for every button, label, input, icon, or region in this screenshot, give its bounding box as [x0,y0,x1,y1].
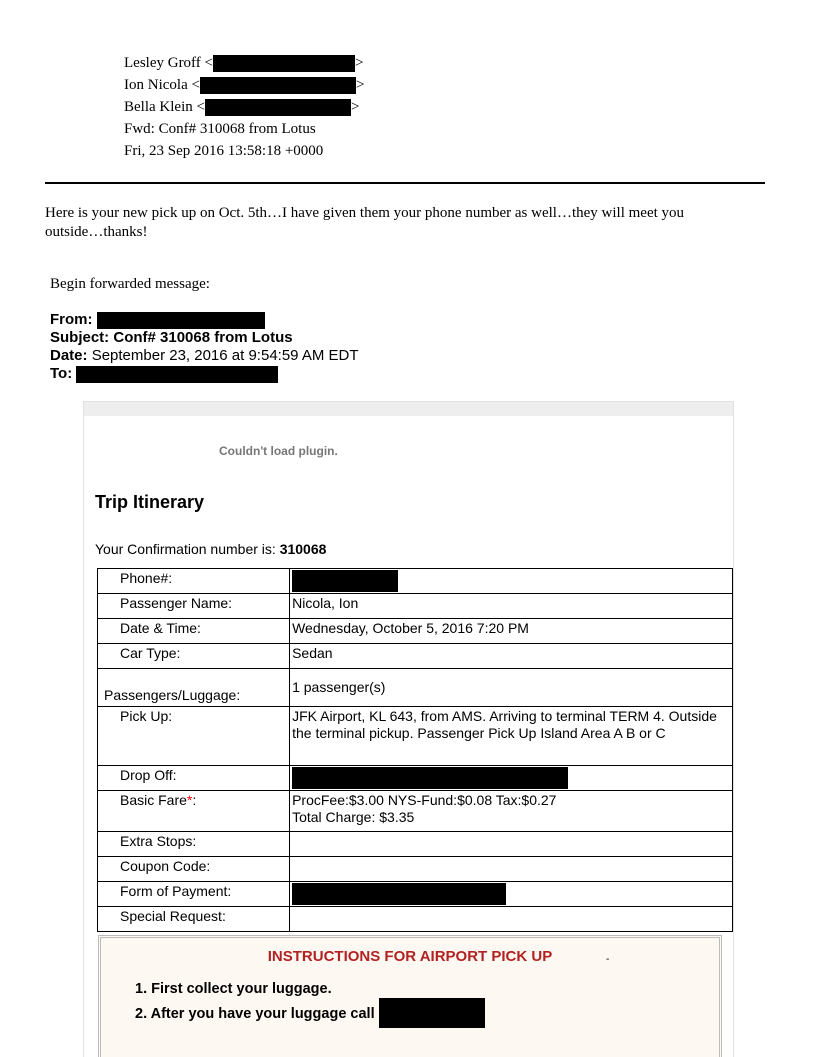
fare-label-colon: : [192,792,197,808]
cc-name: Bella Klein < [124,99,205,115]
redacted-fwd-from [97,312,265,329]
dropoff-value [290,766,733,791]
passenger-label: Passenger Name: [98,594,290,619]
itinerary-frame [83,401,734,1057]
table-row [98,644,733,669]
table-row [98,594,733,619]
to-bracket: > [355,77,365,93]
fwd-subject-value: Conf# 310068 from Lotus [113,329,293,346]
date-value: Fri, 23 Sep 2016 13:58:18 +0000 [124,143,324,159]
fwd-from-label: From: [50,311,93,328]
instruction-step-1: 1. First collect your luggage. [135,981,332,997]
fwd-date-label: Date: [50,347,88,364]
required-star: * [186,792,193,808]
airport-instructions-box [98,935,722,1057]
fwd-to-label: To: [50,365,73,382]
table-row [98,857,733,882]
from-bracket: > [355,55,364,71]
header-divider [45,182,765,184]
special-value [290,907,733,932]
coupon-label: Coupon Code: [98,857,290,882]
table-row [98,907,733,932]
payment-value [290,882,733,907]
frame-top-bar [84,402,733,416]
pickup-value: JFK Airport, KL 643, from AMS. Arriving to terminal TERM 4. Outside the terminal pickup. Passenger Pick Up Island Area A B or C [290,707,733,766]
table-row [98,707,733,766]
fare-breakdown: ProcFee:$3.00 NYS-Fund:$0.08 Tax:$0.27 [292,792,557,808]
table-row [98,832,733,857]
dropoff-label: Drop Off: [98,766,290,791]
fare-value [290,791,733,832]
table-row [98,882,733,907]
message-body: Here is your new pick up on Oct. 5th…I have given them your phone number as well…they will meet you outside…thanks! [45,205,685,240]
table-row [98,791,733,832]
table-row [98,619,733,644]
datetime-label: Date & Time: [98,619,290,644]
confirmation-number: 310068 [279,541,327,557]
instruction-step-2: 2. After you have your luggage call [135,998,485,1028]
fwd-date-row [50,347,359,365]
pickup-label: Pick Up: [98,707,290,766]
confirmation-line [95,541,326,557]
cartype-value: Sedan [290,644,733,669]
forward-notice: Begin forwarded message: [50,276,210,292]
fwd-to-row [50,365,359,383]
fwd-subject-label: Subject: [50,329,110,346]
extra-label: Extra Stops: [98,832,290,857]
special-label: Special Request: [98,907,290,932]
from-name: Lesley Groff < [124,55,213,71]
table-row [98,766,733,791]
payment-label: Form of Payment: [98,882,290,907]
fare-label-text: Basic Fare [120,792,187,808]
instructions-list [135,980,485,1028]
fwd-subject-row [50,329,359,347]
fare-label [98,791,290,832]
table-row [98,569,733,594]
table-row [98,669,733,707]
phone-value [290,569,733,594]
passenger-value: Nicola, Ion [290,594,733,619]
pax-label: Passengers/Luggage: [98,669,290,707]
itinerary-table [97,568,733,932]
extra-value [290,832,733,857]
step-1-text: First collect your luggage. [151,981,332,997]
step-2-text: After you have your luggage call [150,1006,375,1022]
itinerary-title: Trip Itinerary [95,492,205,512]
datetime-value: Wednesday, October 5, 2016 7:20 PM [290,619,733,644]
cartype-label: Car Type: [98,644,290,669]
confirmation-text: Your Confirmation number is: [95,541,280,557]
redacted-cc-email [205,99,351,116]
subject-value: Fwd: Conf# 310068 from Lotus [124,121,316,137]
plugin-error: Couldn't load plugin. [219,444,338,458]
redacted-from-email [213,55,355,72]
forwarded-header [50,311,359,383]
cc-bracket: > [350,99,360,115]
to-name: Ion Nicola < [124,77,200,93]
redacted-call-number [379,998,485,1028]
instructions-mark: - [606,954,610,965]
pax-value: 1 passenger(s) [290,669,733,707]
instructions-title: INSTRUCTIONS FOR AIRPORT PICK UP [267,948,553,965]
phone-label: Phone#: [98,569,290,594]
redacted-to-email [200,77,356,94]
redacted-phone [292,570,398,592]
coupon-value [290,857,733,882]
fwd-date-value: September 23, 2016 at 9:54:59 AM EDT [91,347,359,364]
fare-total: Total Charge: $3.35 [292,809,415,825]
redacted-fwd-to [76,366,278,383]
fwd-from-row [50,311,359,329]
redacted-payment [292,883,506,905]
redacted-dropoff [292,767,568,789]
